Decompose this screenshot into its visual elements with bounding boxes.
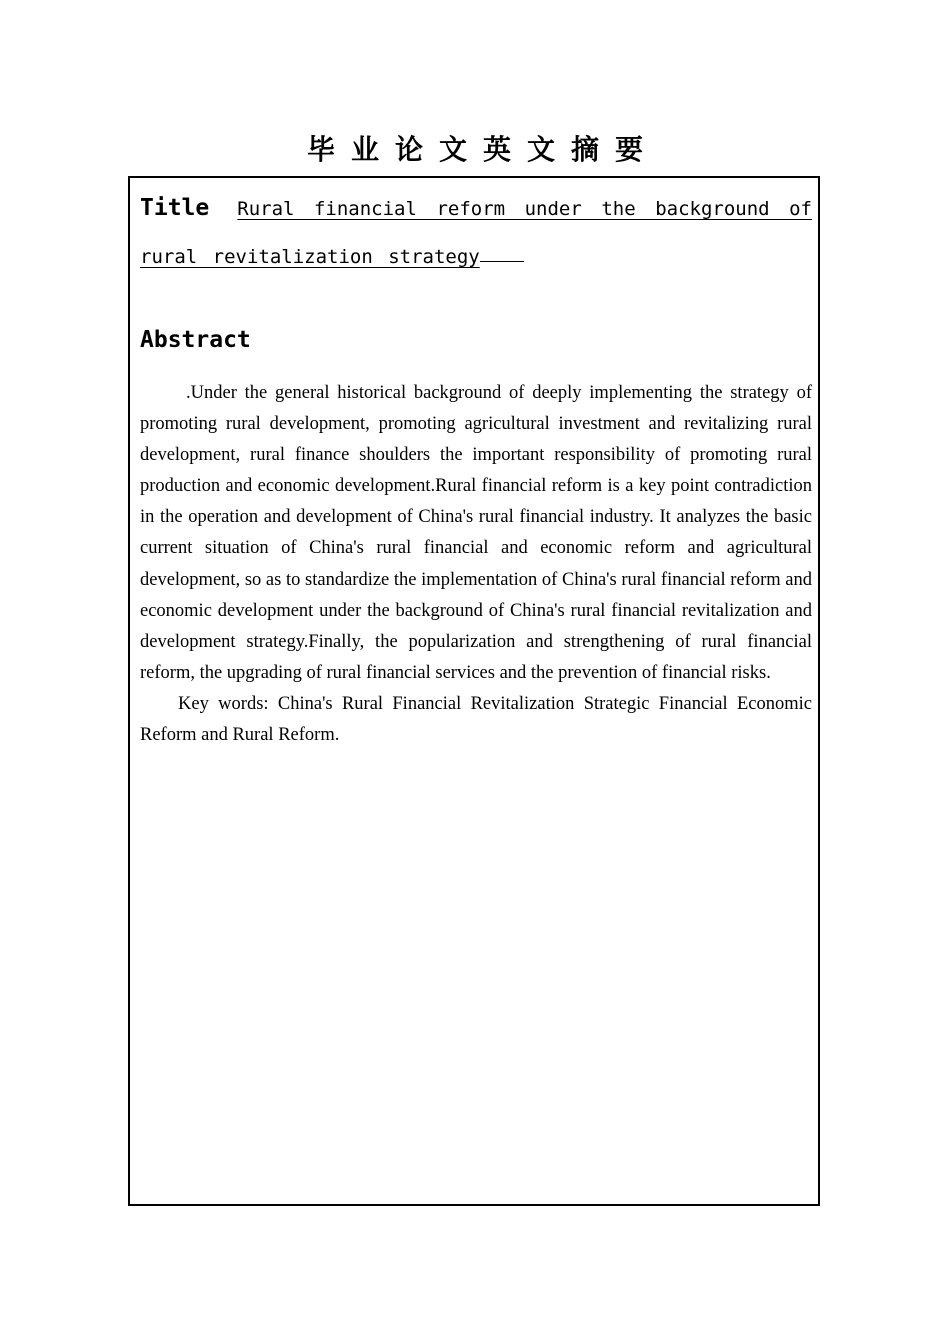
abstract-frame <box>128 176 820 1206</box>
title-underline-trail <box>480 260 524 262</box>
abstract-paragraph: .Under the general historical background of deeply implementing the strategy of promoting rural development, promoting agricultural investment and revitalizing rural development, rural finance shoulders the important responsibility of promoting rural production and economic development.Rural financial reform is a key point contradiction in the operation and development of China's rural financial industry. It analyzes the basic current situation of China's rural financial and economic reform and agricultural development, so as to standardize the implementation of China's rural financial reform and economic development under the background of China's rural financial revitalization and development strategy.Finally, the popularization and strengthening of rural financial reform, the upgrading of rural financial services and the prevention of financial risks. <box>140 383 812 683</box>
title-line <box>140 184 812 281</box>
keywords-paragraph: Key words: China's Rural Financial Revitalization Strategic Financial Economic Reform and Rural Reform. <box>140 693 812 746</box>
thesis-title: Rural financial reform under the background of rural revitalization strategy <box>140 198 812 268</box>
abstract-content <box>140 184 812 746</box>
abstract-body <box>140 378 812 751</box>
abstract-heading: Abstract <box>140 327 251 353</box>
page-heading: 毕业论文英文摘要 <box>306 133 659 166</box>
title-label: Title <box>140 195 210 221</box>
